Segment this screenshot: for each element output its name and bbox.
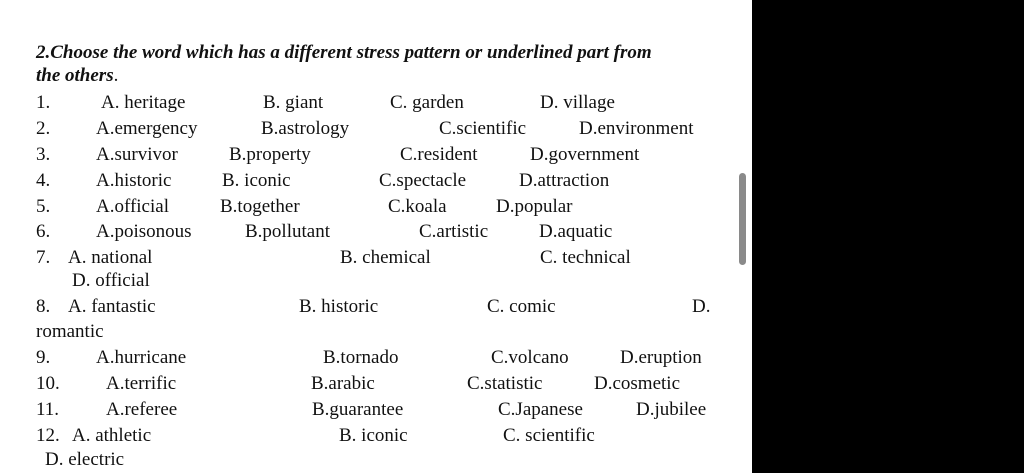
option-a: A.poisonous: [96, 221, 192, 242]
option-b: B. iconic: [222, 170, 291, 191]
option-d: D. village: [540, 92, 615, 113]
exercise-title-text: the others: [36, 65, 114, 86]
exercise-title-line1: 2.Choose the word which has a different stress pattern or underlined part from: [36, 42, 652, 63]
question-number: 4.: [36, 170, 51, 191]
option-c: C.statistic: [467, 373, 543, 394]
option-b: B.pollutant: [245, 221, 330, 242]
option-b: B. chemical: [340, 247, 431, 268]
question-number: 6.: [36, 221, 51, 242]
option-a: A. fantastic: [68, 296, 156, 317]
option-a: A.official: [96, 196, 169, 217]
option-b: B. iconic: [339, 425, 408, 446]
option-c: C.volcano: [491, 347, 569, 368]
option-c: C. comic: [487, 296, 556, 317]
option-a: A. heritage: [101, 92, 186, 113]
option-d: D. electric: [45, 449, 125, 470]
option-c: C. scientific: [503, 425, 595, 446]
option-d: D.government: [530, 144, 640, 165]
question-number: 9.: [36, 347, 51, 368]
option-b: B.tornado: [323, 347, 399, 368]
option-c: C.resident: [400, 144, 478, 165]
option-d: D.aquatic: [539, 221, 613, 242]
question-number: 5.: [36, 196, 51, 217]
vertical-scrollbar[interactable]: [739, 173, 746, 265]
option-a: A. athletic: [72, 425, 152, 446]
exercise-title-line2: [36, 65, 118, 87]
question-number: 2.: [36, 118, 51, 139]
option-a: A.survivor: [96, 144, 178, 165]
option-b: B.guarantee: [312, 399, 404, 420]
option-d: D.jubilee: [636, 399, 707, 420]
question-number: 12.: [36, 425, 60, 446]
option-d: D.: [692, 296, 711, 317]
question-number: 10.: [36, 373, 60, 394]
option-d: D.environment: [579, 118, 694, 139]
option-a: A.emergency: [96, 118, 198, 139]
black-side-panel: [752, 0, 1024, 473]
option-d: D.cosmetic: [594, 373, 681, 394]
option-b: B. historic: [299, 296, 379, 317]
question-number: 11.: [36, 399, 60, 420]
exercise-title-period: .: [113, 65, 119, 86]
option-d: D.attraction: [519, 170, 610, 191]
option-b: B.astrology: [261, 118, 350, 139]
option-c: C.artistic: [419, 221, 489, 242]
option-a: A.terrific: [106, 373, 177, 394]
option-b: B. giant: [263, 92, 324, 113]
option-d: D. official: [72, 270, 150, 291]
option-a: A.referee: [106, 399, 178, 420]
option-d-continuation: romantic: [36, 321, 104, 342]
option-b: B.together: [220, 196, 300, 217]
option-c: C. technical: [540, 247, 631, 268]
option-c: C.spectacle: [379, 170, 467, 191]
option-a: A.hurricane: [96, 347, 187, 368]
option-c: C.koala: [388, 196, 447, 217]
option-c: C. garden: [390, 92, 464, 113]
question-number: 8.: [36, 296, 51, 317]
option-b: B.arabic: [311, 373, 375, 394]
option-d: D.popular: [496, 196, 573, 217]
option-a: A. national: [68, 247, 153, 268]
option-d: D.eruption: [620, 347, 702, 368]
question-number: 3.: [36, 144, 51, 165]
option-c: C.scientific: [439, 118, 527, 139]
option-a: A.historic: [96, 170, 172, 191]
option-c: C.Japanese: [498, 399, 583, 420]
option-b: B.property: [229, 144, 311, 165]
question-number: 1.: [36, 92, 51, 113]
question-number: 7.: [36, 247, 51, 268]
